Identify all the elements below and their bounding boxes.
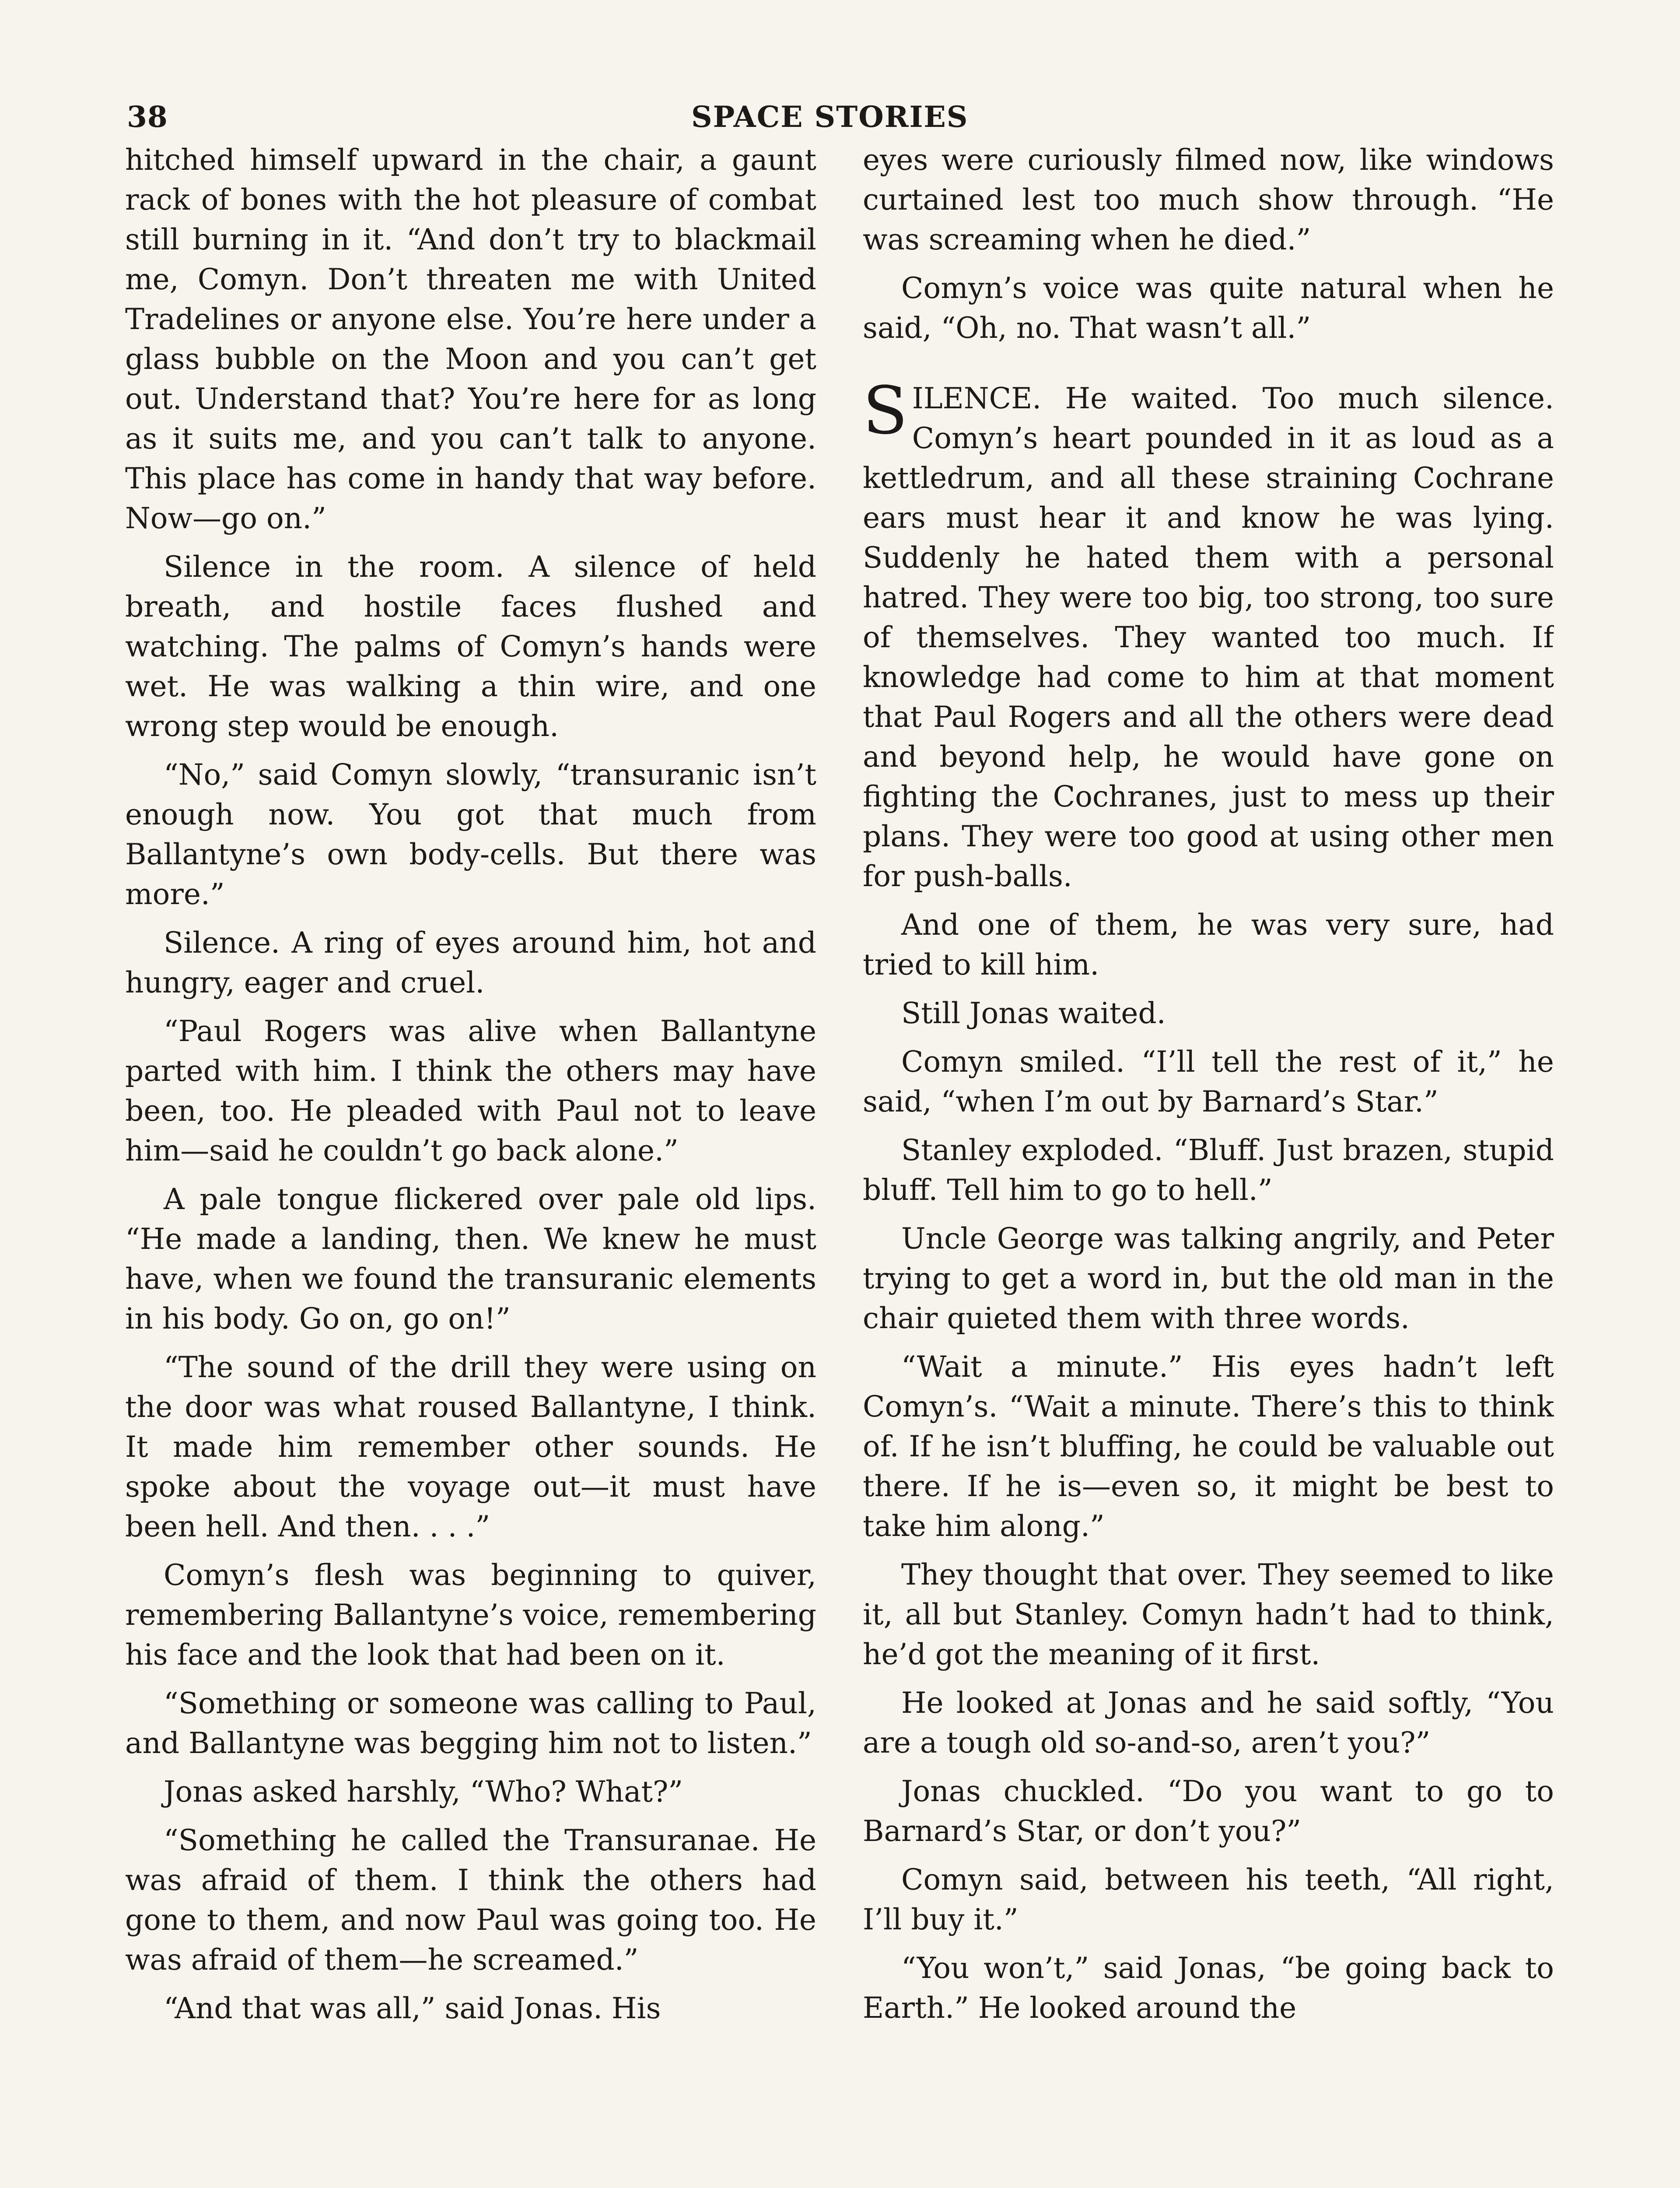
page-number: 38 xyxy=(127,100,168,134)
paragraph: Comyn said, between his teeth, “All right, I’ll buy it.” xyxy=(863,1863,1554,1936)
paragraph: “Paul Rogers was alive when Ballantyne parted with him. I think the others may have been, too. He pleaded with Paul not to leave him—said he couldn’t go back alone.” xyxy=(125,1014,816,1168)
paragraph: Stanley exploded. “Bluff. Just brazen, stupid bluff. Tell him to go to hell.” xyxy=(863,1133,1554,1207)
paragraph: A pale tongue flickered over pale old lips. “He made a landing, then. We knew he must have, when we found the transuranic elements in his body. Go on, go on!” xyxy=(125,1182,816,1336)
paragraph: They thought that over. They seemed to like it, all but Stanley. Comyn hadn’t had to think, he’d got the meaning of it first. xyxy=(863,1558,1554,1671)
paragraph: “Something he called the Transuranae. He was afraid of them. I think the others had gone to them, and now Paul was going too. He was afraid of them—he screamed.” xyxy=(125,1823,816,1977)
paragraph: eyes were curiously filmed now, like windows curtained lest too much show through. “He was screaming when he died.” xyxy=(863,143,1554,256)
paragraph: Jonas asked harshly, “Who? What?” xyxy=(164,1775,683,1809)
magazine-title: SPACE STORIES xyxy=(691,100,969,134)
section-opening-paragraph xyxy=(863,373,1554,896)
paragraph: Still Jonas waited. xyxy=(901,996,1166,1030)
paragraph: Uncle George was talking angrily, and Peter trying to get a word in, but the old man in the chair quieted them with three words. xyxy=(863,1222,1554,1335)
paragraph: Comyn’s flesh was beginning to quiver, remembering Ballantyne’s voice, remembering his face and the look that had been on it. xyxy=(125,1558,816,1672)
paragraph: Silence. A ring of eyes around him, hot and hungry, eager and cruel. xyxy=(125,926,816,999)
paragraph: “No,” said Comyn slowly, “transuranic isn’t enough now. You got that much from Ballantyne’s own body-cells. But there was more.” xyxy=(125,758,816,911)
paragraph: And one of them, he was very sure, had tried to kill him. xyxy=(863,908,1554,982)
page-header xyxy=(127,100,1571,139)
drop-cap-letter: S xyxy=(863,373,908,449)
right-text-column xyxy=(863,140,1554,2188)
paragraph: He looked at Jonas and he said softly, “You are a tough old so-and-so, aren’t you?” xyxy=(863,1686,1554,1760)
paragraph: “Something or someone was calling to Paul, and Ballantyne was begging him not to listen.” xyxy=(125,1687,816,1760)
left-text-column xyxy=(125,140,816,2188)
paragraph: Comyn’s voice was quite natural when he said, “Oh, no. That wasn’t all.” xyxy=(863,271,1554,345)
paragraph: “And that was all,” said Jonas. His xyxy=(164,1992,661,2025)
paragraph: Comyn smiled. “I’ll tell the rest of it,” he said, “when I’m out by Barnard’s Star.” xyxy=(863,1045,1554,1119)
paragraph: “Wait a minute.” His eyes hadn’t left Comyn’s. “Wait a minute. There’s this to think of. If he isn’t bluffing, he could be valuable out there. If he is—even so, it might be best to take him along.” xyxy=(863,1350,1554,1543)
paragraph: Jonas chuckled. “Do you want to go to Barnard’s Star, or don’t you?” xyxy=(863,1774,1554,1848)
paragraph: hitched himself upward in the chair, a gaunt rack of bones with the hot pleasure of combat still burning in it. “And don’t try to blackmail me, Comyn. Don’t threaten me with United Tradelines or anyone else. You’re here under a glass bubble on the Moon and you can’t get out. Understand that? You’re here for as long as it suits me, and you can’t talk to anyone. This place has come in handy that way before. Now—go on.” xyxy=(125,143,816,535)
paragraph: “You won’t,” said Jonas, “be going back to Earth.” He looked around the xyxy=(863,1951,1554,2025)
paragraph: “The sound of the drill they were using on the door was what roused Ballantyne, I think. It made him remember other sounds. He spoke about the voyage out—it must have been hell. And then. . . .” xyxy=(125,1350,816,1543)
paragraph: Silence in the room. A silence of held breath, and hostile faces flushed and watching. The palms of Comyn’s hands were wet. He was walking a thin wire, and one wrong step would be enough. xyxy=(125,550,816,743)
paragraph-text: ILENCE. He waited. Too much silence. Comyn’s heart pounded in it as loud as a kettledrum, and all these straining Cochrane ears must hear it and know he was lying. Suddenly he hated them with a personal hatred. They were too big, too strong, too sure of themselves. They wanted too much. If knowledge had come to him at that moment that Paul Rogers and all the others were dead and beyond help, he would have gone on fighting the Cochranes, just to mess up their plans. They were too good at using other men for push-balls. xyxy=(863,382,1554,893)
